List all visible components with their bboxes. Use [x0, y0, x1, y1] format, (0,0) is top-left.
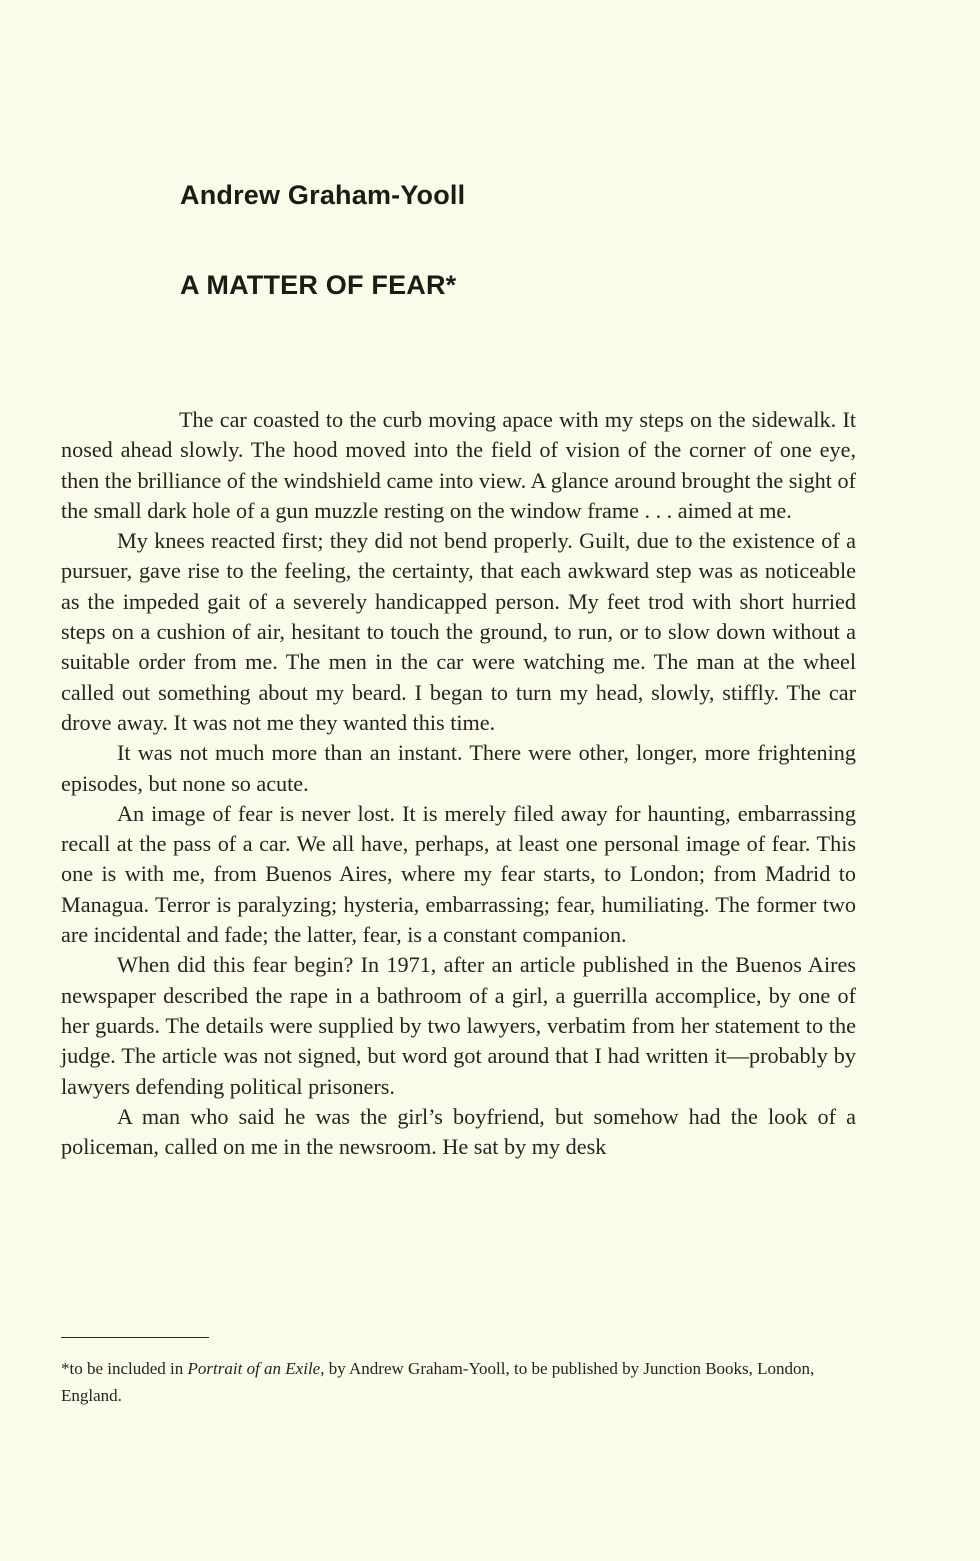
footnote-text-before: *to be included in [61, 1359, 188, 1378]
author-name: Andrew Graham-Yooll [180, 180, 466, 210]
footnote-divider [61, 1337, 209, 1338]
chapter-title: A MATTER OF FEAR* [180, 270, 457, 300]
paragraph: My knees reacted first; they did not bend properly. Guilt, due to the existence of a pursuer, gave rise to the feeling, the certainty, that each awkward step was as noticeable as the impeded gait of a severely handicapped person. My feet trod with short hurried steps on a cushion of air, hesitant to touch the ground, to run, or to slow down without a suitable order from me. The men in the car were watching me. The man at the wheel called out something about my beard. I began to turn my head, slowly, stiffly. The car drove away. It was not me they wanted this time. [61, 528, 856, 735]
paragraph: The car coasted to the curb moving apace with my steps on the sidewalk. It nosed ahead slowly. The hood moved into the field of vision of the corner of one eye, then the brilliance of the windshield came into view. A glance around brought the sight of the small dark hole of a gun muzzle resting on the window frame . . . aimed at me. [61, 407, 856, 523]
body-text [61, 405, 856, 1162]
paragraph: When did this fear begin? In 1971, after an article published in the Buenos Aires newspaper described the rape in a bathroom of a girl, a guerrilla accomplice, by one of her guards. The details were supplied by two lawyers, verbatim from her statement to the judge. The article was not signed, but word got around that I had written it—probably by lawyers defending political prisoners. [61, 952, 856, 1099]
paragraph: An image of fear is never lost. It is merely filed away for haunting, embarrassing recall at the pass of a car. We all have, perhaps, at least one personal image of fear. This one is with me, from Buenos Aires, where my fear starts, to London; from Madrid to Managua. Terror is paralyzing; hysteria, embarrassing; fear, humiliating. The former two are incidental and fade; the latter, fear, is a constant companion. [61, 800, 856, 948]
paragraph: It was not much more than an instant. There were other, longer, more frightening episodes, but none so acute. [61, 740, 856, 796]
footnote [61, 1355, 856, 1409]
footnote-text-after: by Andrew Graham-Yooll, to be published by Junction Books, London, England. [61, 1359, 815, 1405]
footnote-book-title: Portrait of an Exile, [187, 1359, 325, 1378]
paragraph: A man who said he was the girl’s boyfriend, but somehow had the look of a policeman, called on me in the newsroom. He sat by my desk [61, 1103, 856, 1160]
